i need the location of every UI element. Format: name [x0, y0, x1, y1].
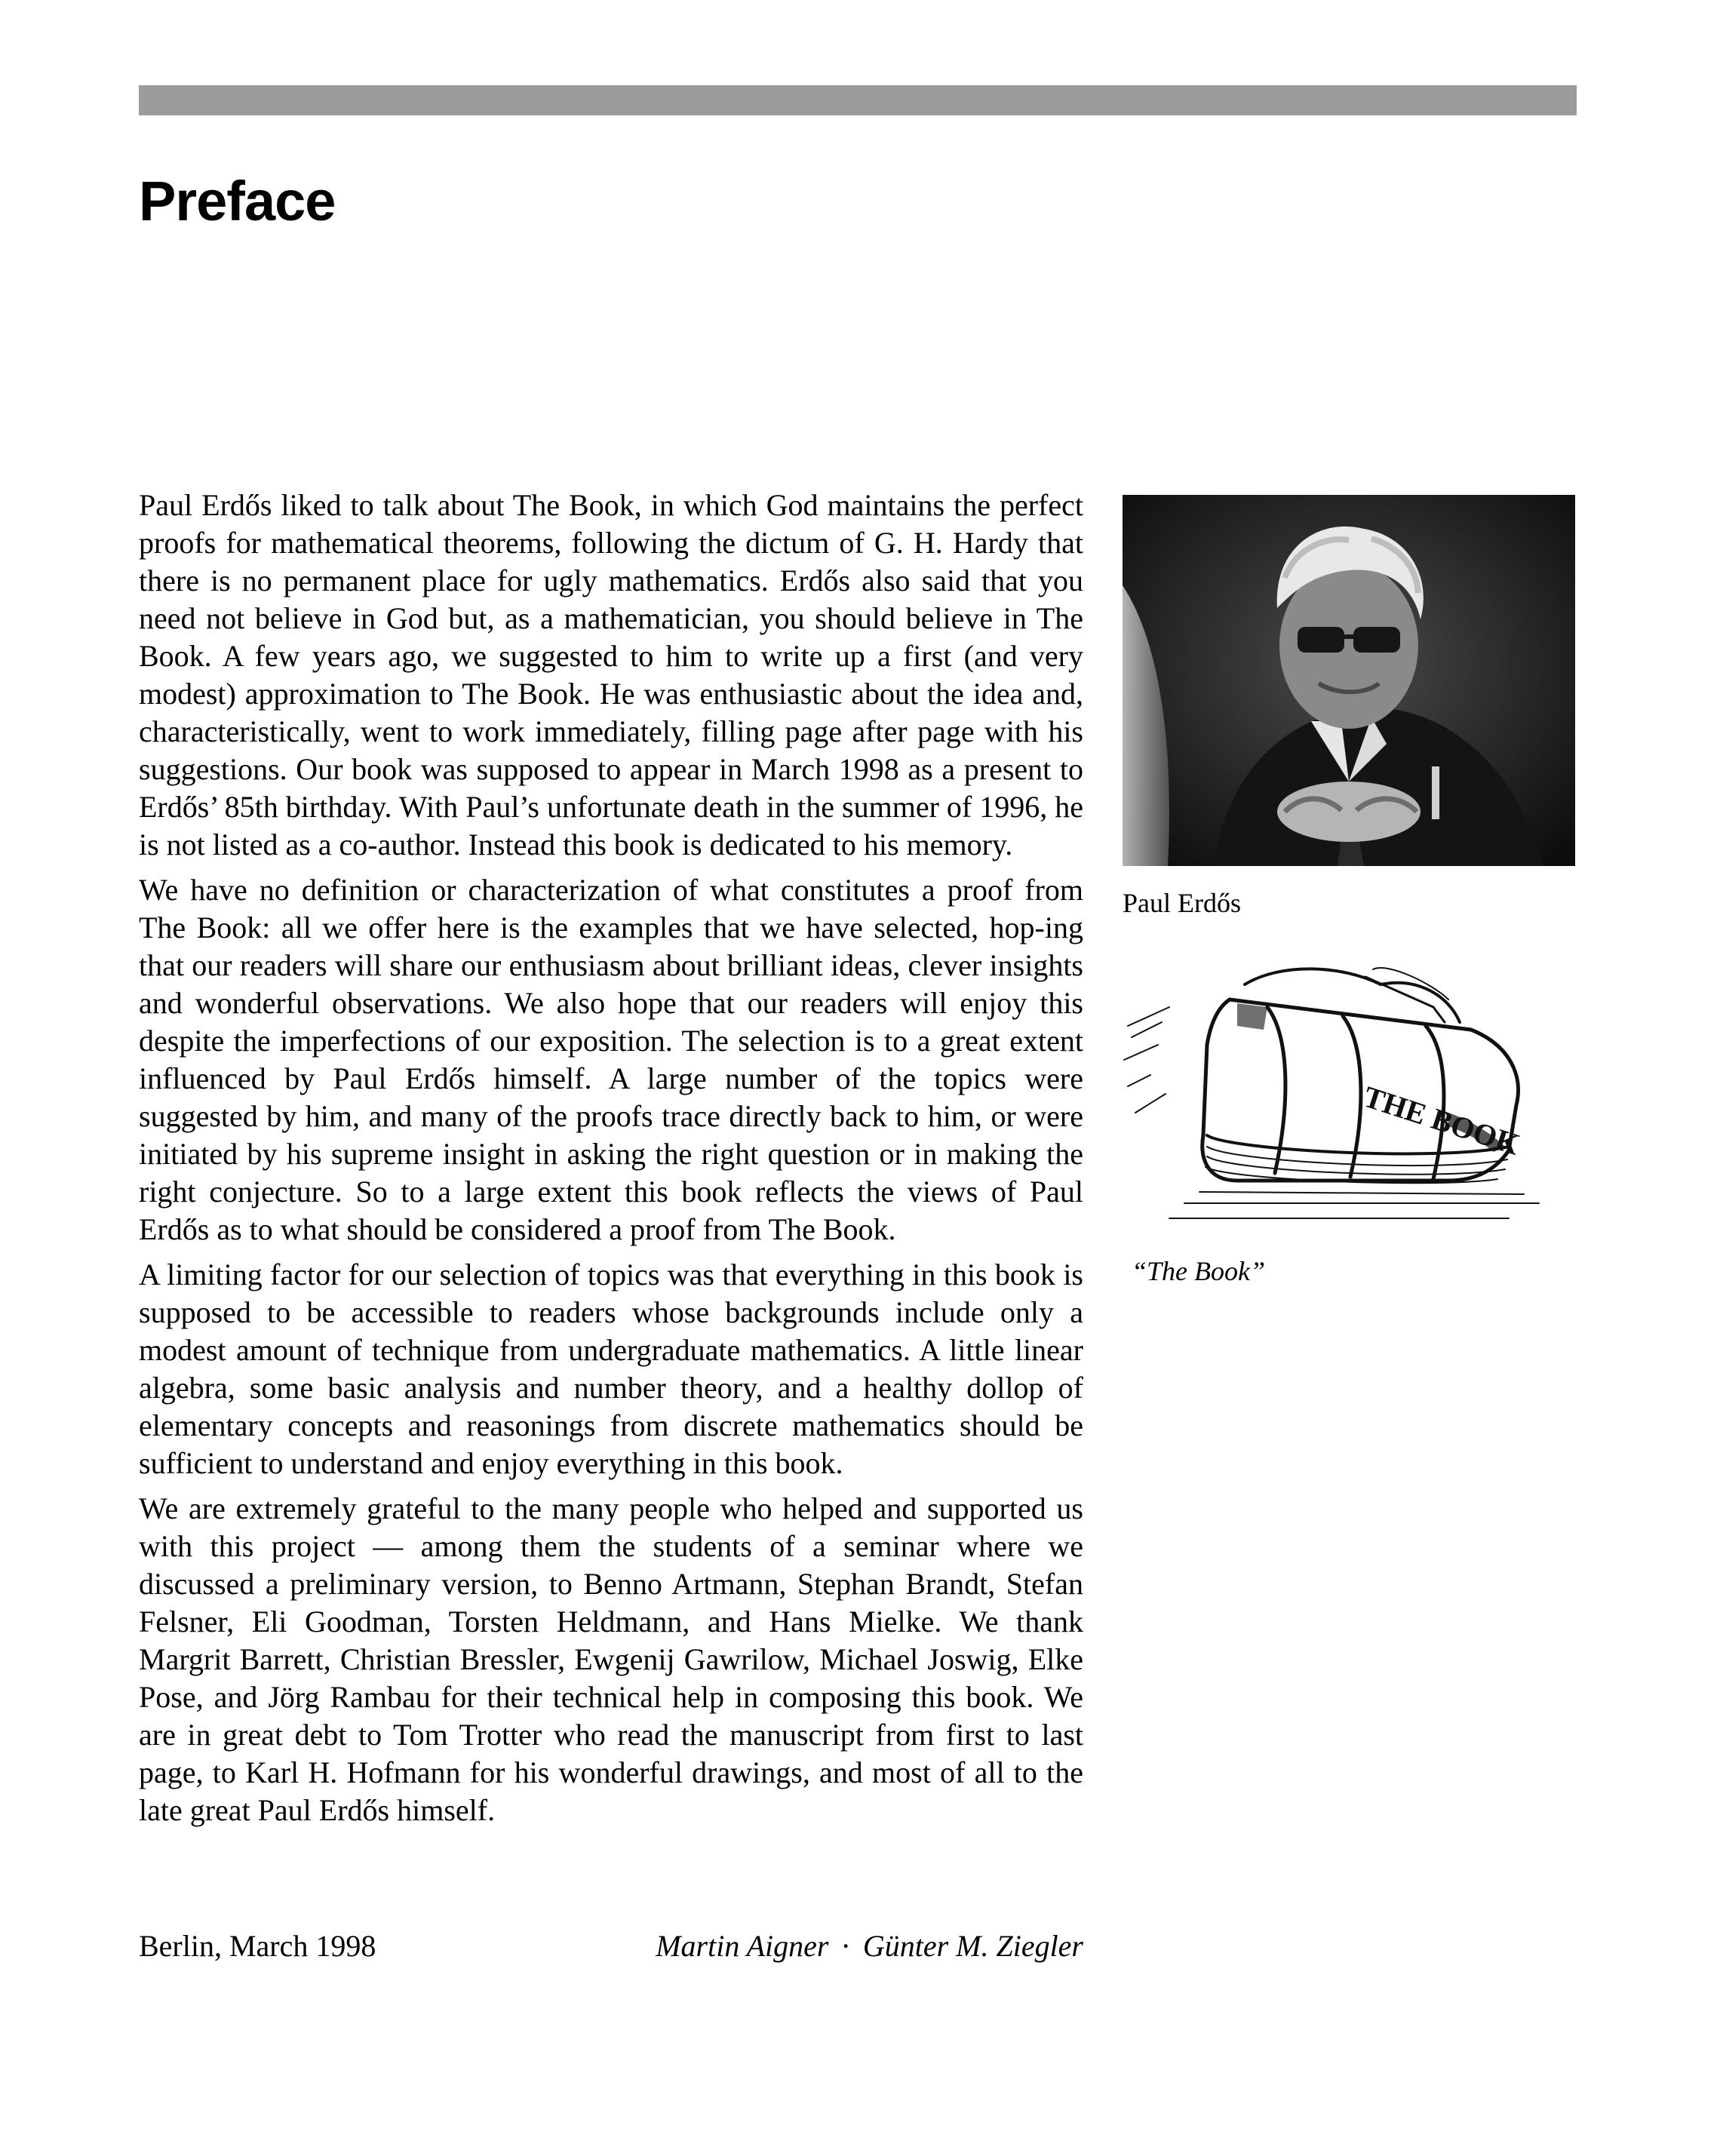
erdos-photo — [1123, 495, 1575, 866]
preface-body — [139, 487, 1083, 1837]
header-rule — [139, 85, 1577, 115]
book-spine-text: THE BOOK — [1359, 1079, 1525, 1162]
paragraph-1: Paul Erdős liked to talk about The Book, in which God maintains the perfect proofs for mathematical theorems, following the dictum of G. H. Hardy that there is no permanent place for ugly mathematics. Erdős also said that you need not believe in God but, as a mathematician, you should believe in The Book. A few years ago, we suggested to him to write up a first (and very modest) approximation to The Book. He was enthusiastic about the idea and, characteristically, went to work immediately, filling page after page with his suggestions. Our book was supposed to appear in March 1998 as a present to Erdős’ 85th birthday. With Paul’s unfortunate death in the summer of 1996, he is not listed as a co-author. Instead this book is dedicated to his memory. — [139, 488, 1083, 861]
paragraph-3: A limiting factor for our selection of topics was that everything in this book is supposed to be accessible to readers whose backgrounds include only a modest amount of technique from undergraduate mathematics. A little linear algebra, some basic analysis and number theory, and a healthy dollop of elementary concepts and reasonings from discrete mathematics should be sufficient to understand and enjoy everything in this book. — [139, 1258, 1083, 1480]
page-title: Preface — [139, 170, 336, 232]
place-date: Berlin, March 1998 — [139, 1929, 376, 1963]
author-aigner: Martin Aigner — [656, 1929, 829, 1963]
author-separator: · — [840, 1929, 851, 1963]
paragraph-4: We are extremely grateful to the many people who helped and supported us with this project — among them the students of a seminar where we discussed a preliminary version, to Benno Artmann, Stephan Brandt, Stefan Felsner, Eli Goodman, Torsten Heldmann, and Hans Mielke. We thank Margrit Barrett, Christian Bressler, Ewgenij Gawrilow, Michael Joswig, Elke Pose, and Jörg Rambau for their technical help in composing this book. We are in great debt to Tom Trotter who read the manuscript from first to last page, to Karl H. Hofmann for his wonderful drawings, and most of all to the late great Paul Erdős himself. — [139, 1491, 1083, 1827]
photo-caption: Paul Erdős — [1123, 888, 1241, 918]
signature-line — [139, 1927, 1083, 1973]
paragraph-2: We have no definition or characterization of what constitutes a proof from The Book: all we offer here is the examples that we have selected, hop-ing that our readers will share our enthusiasm about brilliant ideas, clever insights and wonderful observations. We also hope that our readers will enjoy this despite the imperfections of our exposition. The selection is to a great extent influenced by Paul Erdős himself. A large number of the topics were suggested by him, and many of the proofs trace directly back to him, or were initiated by his supreme insight in asking the right question or in making the right conjecture. So to a large extent this book reflects the views of Paul Erdős as to what should be considered a proof from The Book. — [139, 873, 1083, 1246]
author-ziegler: Günter M. Ziegler — [862, 1929, 1083, 1963]
the-book-drawing — [1116, 954, 1569, 1241]
erdos-portrait-image — [1123, 495, 1575, 866]
authors — [656, 1927, 1083, 1965]
book-caption: “The Book” — [1132, 1256, 1266, 1286]
